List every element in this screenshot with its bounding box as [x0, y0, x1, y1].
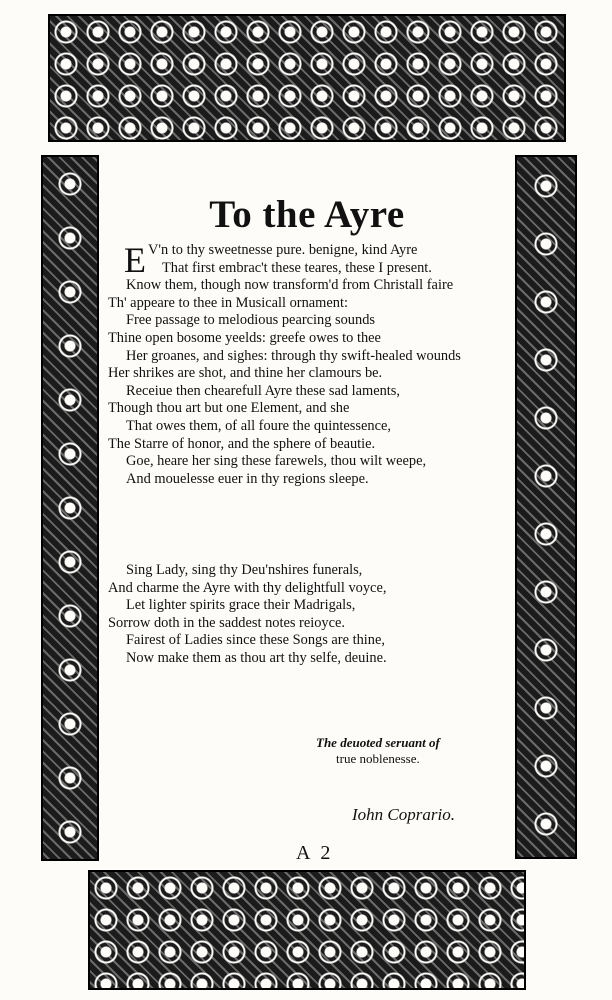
signoff-line-1: The deuoted seruant of	[316, 735, 440, 750]
signoff	[300, 735, 500, 767]
stanza-line: Though thou art but one Element, and she	[108, 400, 350, 417]
page-title: To the Ayre	[209, 193, 405, 237]
stanza-line: Th' appeare to thee in Musicall ornament:	[108, 294, 348, 311]
signoff-line-2: true noblenesse.	[336, 751, 420, 766]
line-text: That first embrac't these teares, these I present.	[162, 259, 432, 276]
stanza-line: And charme the Ayre with thy delightfull voyce,	[108, 579, 387, 596]
stanza-line: That owes them, of all foure the quintessence,	[126, 417, 391, 434]
signature-mark: A 2	[296, 842, 334, 864]
stanza-line: Receiue then chearefull Ayre these sad laments,	[126, 382, 400, 399]
stanza-2	[108, 562, 514, 668]
stanza-line: Let lighter spirits grace their Madrigals,	[126, 597, 356, 614]
stanza-line: Sorrow doth in the saddest notes reioyce.	[108, 614, 345, 631]
stanza-line: Fairest of Ladies since these Songs are thine,	[126, 632, 385, 649]
author-signature: Iohn Coprario.	[352, 805, 455, 824]
stanza-line: And mouelesse euer in thy regions sleepe.	[126, 470, 369, 487]
drop-cap: E	[124, 240, 146, 280]
stanza-line: Know them, though now transform'd from Christall faire	[126, 277, 454, 294]
stanza-1	[108, 242, 514, 488]
stanza-line: Now make them as thou art thy selfe, deuine.	[126, 649, 387, 666]
stanza-line: Sing Lady, sing thy Deu'nshires funerals,	[126, 562, 363, 578]
stanza-line: Her shrikes are shot, and thine her clamours be.	[108, 365, 383, 382]
stanza-line	[108, 260, 514, 278]
stanza-line: Her groanes, and sighes: through thy swift-healed wounds	[126, 347, 461, 364]
right-ornamental-border-icon	[515, 155, 577, 859]
stanza-line: Thine open bosome yeelds: greefe owes to thee	[108, 329, 381, 346]
stanza-line: Free passage to melodious pearcing sounds	[126, 312, 375, 329]
left-ornamental-border-icon	[41, 155, 99, 861]
line-text: V'n to thy sweetnesse pure. benigne, kind Ayre	[148, 242, 418, 258]
stanza-line: The Starre of honor, and the sphere of beautie.	[108, 435, 376, 452]
ornamental-tailpiece-icon	[88, 870, 526, 990]
stanza-line: Goe, heare her sing these farewels, thou wilt weepe,	[126, 453, 427, 470]
